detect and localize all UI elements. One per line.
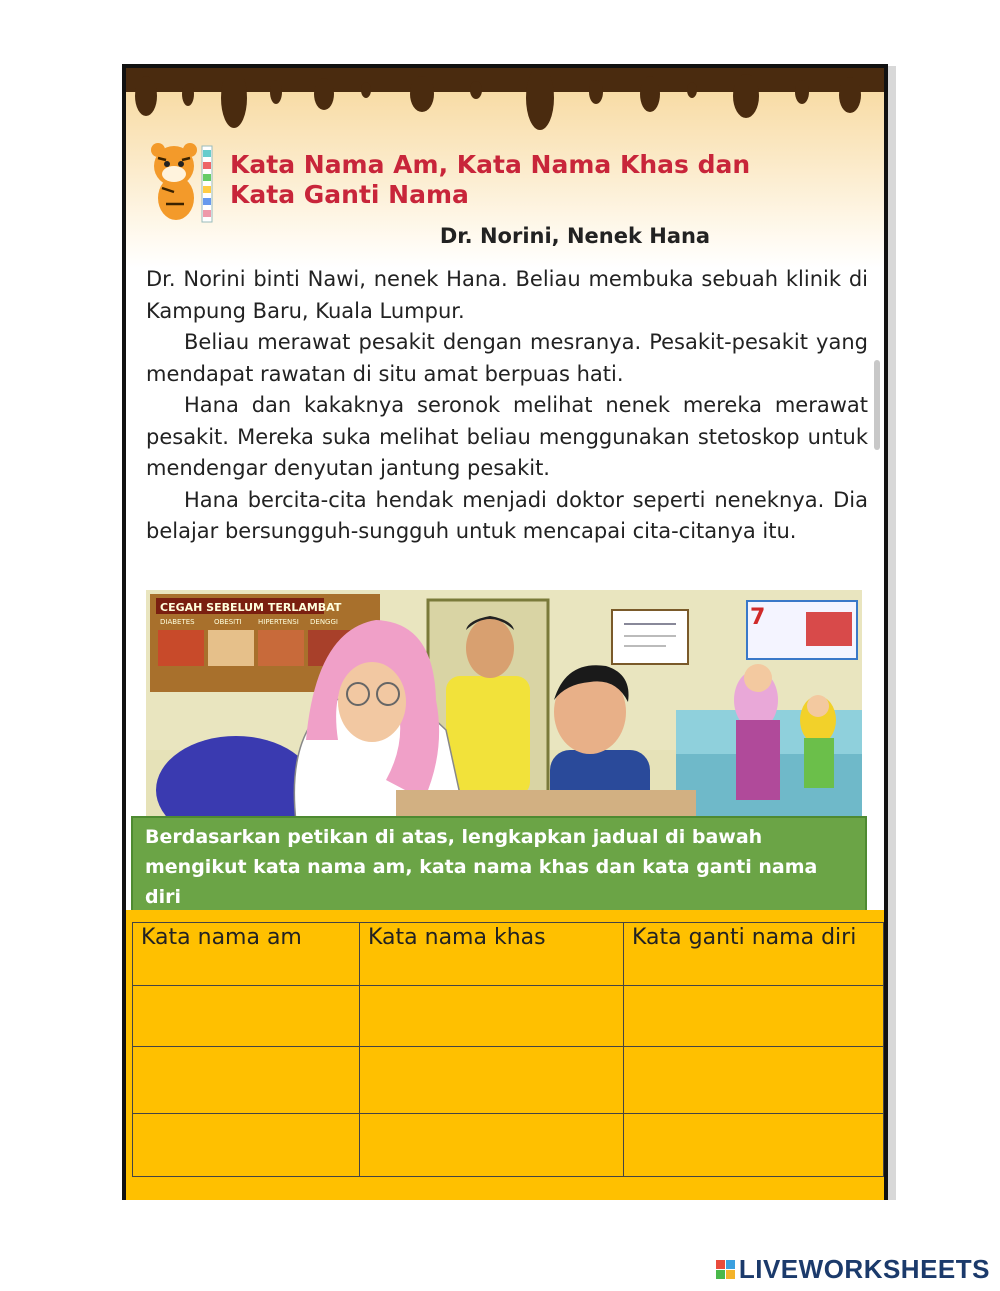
worksheet <box>122 64 888 1200</box>
lesson-title <box>230 150 870 210</box>
header-kata-nama-khas: Kata nama khas <box>360 923 624 986</box>
clinic-illustration <box>146 590 862 822</box>
story-paragraph-1: Dr. Norini binti Nawi, nenek Hana. Beliau membuka sebuah klinik di Kampung Baru, Kuala Lumpur. <box>146 267 868 323</box>
story-paragraph-2: Beliau merawat pesakit dengan mesranya. Pesakit-pesakit yang mendapat rawatan di situ amat berpuas hati. <box>146 330 868 386</box>
poster-label-4: DENGGI <box>310 618 338 626</box>
liveworksheets-logo[interactable] <box>716 1254 990 1285</box>
story-paragraph-4: Hana bercita-cita hendak menjadi doktor seperti neneknya. Dia belajar bersungguh-sungguh untuk mencapai cita-citanya itu. <box>146 487 868 543</box>
sheet-shadow <box>888 66 896 1200</box>
textbook-page <box>126 68 884 820</box>
story-paragraph-3: Hana dan kakaknya seronok melihat nenek mereka merawat pesakit. Mereka suka melihat beliau menggunakan stetoskop untuk mendengar denyutan jantung pesakit. <box>146 393 868 480</box>
lesson-title-line-1: Kata Nama Am, Kata Nama Khas dan <box>230 150 751 179</box>
answer-cell-1-1[interactable] <box>133 986 360 1047</box>
tiger-mascot-icon <box>144 138 234 226</box>
lesson-title-line-2: Kata Ganti Nama <box>230 180 469 209</box>
table-row <box>133 1114 884 1177</box>
story-text <box>146 264 868 548</box>
header-kata-ganti-nama-diri: Kata ganti nama diri <box>624 923 884 986</box>
answer-cell-1-2[interactable] <box>360 986 624 1047</box>
scrollbar[interactable] <box>874 360 880 450</box>
chocolate-drip-border <box>126 68 884 138</box>
answer-cell-3-3[interactable] <box>624 1114 884 1177</box>
poster-label-2: OBESITI <box>214 618 242 626</box>
poster-label-3: HIPERTENSI <box>258 618 299 626</box>
poster-label-1: DIABETES <box>160 618 195 626</box>
table-row <box>133 986 884 1047</box>
answer-cell-1-3[interactable] <box>624 986 884 1047</box>
answer-cell-2-3[interactable] <box>624 1047 884 1114</box>
liveworksheets-logo-icon <box>716 1260 735 1279</box>
liveworksheets-wordmark: LIVEWORKSHEETS <box>738 1254 990 1284</box>
answer-cell-2-2[interactable] <box>360 1047 624 1114</box>
chart-number: 7 <box>750 605 766 630</box>
story-title: Dr. Norini, Nenek Hana <box>439 224 711 248</box>
poster-title: CEGAH SEBELUM TERLAMBAT <box>160 601 342 614</box>
answer-cell-3-2[interactable] <box>360 1114 624 1177</box>
table-row <box>133 1047 884 1114</box>
table-header-row <box>133 923 884 986</box>
answer-area <box>126 910 888 1200</box>
answer-cell-3-1[interactable] <box>133 1114 360 1177</box>
header-kata-nama-am: Kata nama am <box>133 923 360 986</box>
answer-cell-2-1[interactable] <box>133 1047 360 1114</box>
answer-table <box>132 922 884 1177</box>
instruction-box: Berdasarkan petikan di atas, lengkapkan jadual di bawah mengikut kata nama am, kata nama khas dan kata ganti nama diri <box>131 816 867 914</box>
